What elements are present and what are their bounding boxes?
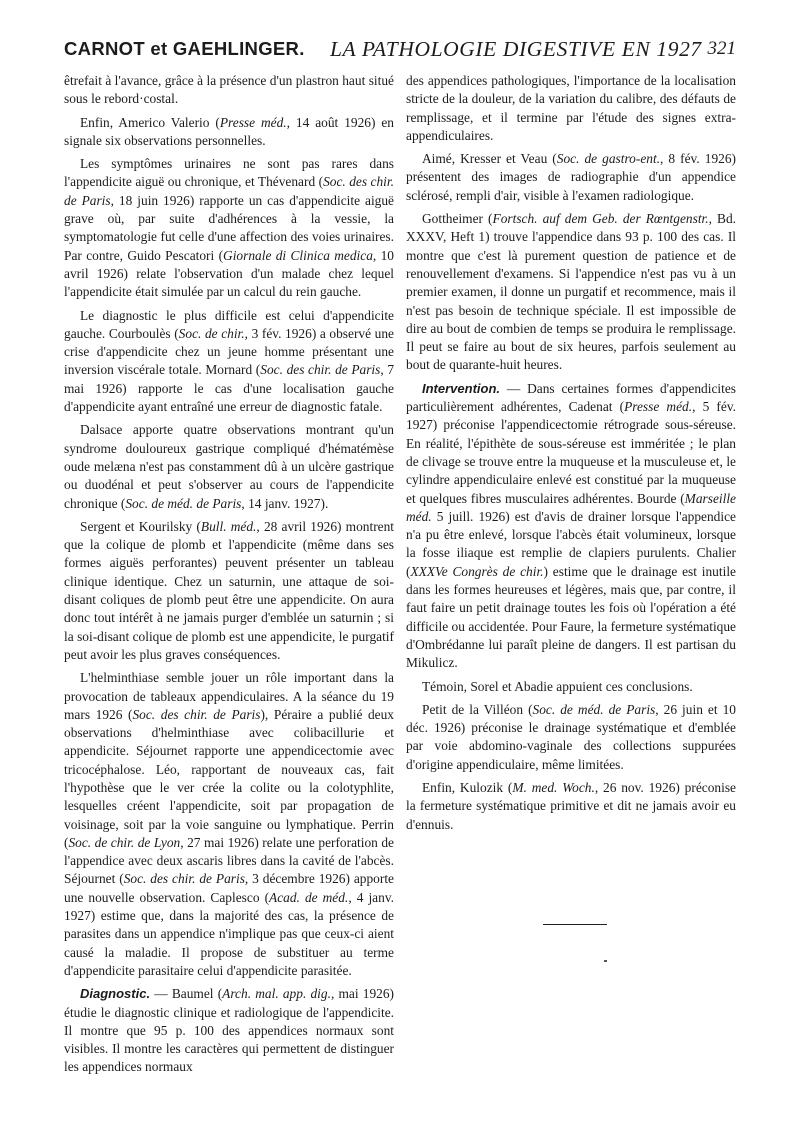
paragraph: Le diagnostic le plus difficile est celui d'appendicite gauche. Courboulès (Soc. de chir., 3 fév. 1926) a observé une crise d'appendicite chez un jeune homme présentant une inversion viscérale totale. Mornard (Soc. des chir. de Paris, 7 mai 1926) rapporte le cas d'une localisation gauche d'appendicite ayant entraîné une erreur de diagnostic fatale. [64, 307, 395, 415]
paragraph: Gottheimer (Fortsch. auf dem Geb. der Rœntgenstr., Bd. XXXV, Heft 1) trouve l'appendice dans 93 p. 100 des cas. Il montre que c'est là purement question de patience et de renouvellement d'examens. Si l'appendice n'est pas vu à un premier examen, il donne un purgatif et recommence, mais il n'est pas besoin de technique spéciale. Il est impossible de dire au bout de combien de temps se produira le remplissage. Il peut se faire au bout de six heures, parfois seulement au bout de quarante-huit heures. [406, 211, 737, 373]
right-column [406, 72, 736, 839]
header-authors: CARNOT et GAEHLINGER. [64, 38, 305, 59]
paragraph: Les symptômes urinaires ne sont pas rares dans l'appendicite aiguë ou chronique, et Thévenard (Soc. des chir. de Paris, 18 juin 1926) rapporte un cas d'appendicite aiguë grave où, par suite d'adhérences à la vessie, la symptomatologie fut celle d'une affection des voies urinaires. Par contre, Guido Pescatori (Giornale di Clinica medica, 10 avril 1926) relate l'observation d'un malade chez lequel l'appendicite était simulée par un calcul du rein gauche. [64, 156, 394, 300]
paragraph: Sergent et Kourilsky (Bull. méd., 28 avril 1926) montrent que la colique de plomb et l'appendicite (même dans ses formes aiguës perforantes) peuvent présenter un tableau clinique identique. Chez un saturnin, une attaque de soi-disant coliques de plomb peut être une appendicite. On aura donc tout intérêt à ne jamais purger d'emblée un saturnin ; si la soi-disant colique de plomb est une appendicite, le purgatif peut avoir les plus graves conséquences. [64, 518, 395, 662]
left-column [64, 72, 394, 1082]
paragraph: Dalsace apporte quatre observations montrant qu'un syndrome douloureux gastrique compliqué d'hématémèse oude melæna n'est pas constamment dû à un ulcère gastrique ou duodénal et peut s'observer au cours de l'appendicite chronique (Soc. de méd. de Paris, 14 janv. 1927). [64, 422, 394, 511]
paragraph: Aimé, Kresser et Veau (Soc. de gastro-ent., 8 fév. 1926) présentent des images de radiographie d'un appendice sclérosé, rempli d'air, visible à l'examen radiologique. [406, 151, 736, 203]
paragraph: Enfin, Kulozik (M. med. Woch., 26 nov. 1926) préconise la fermeture systématique primitive et dit ne jamais avoir eu d'ennuis. [406, 779, 736, 832]
section-heading-intervention: Intervention. [422, 380, 501, 396]
print-speck [604, 960, 607, 962]
page-number: 321 [707, 38, 736, 59]
header-title: LA PATHOLOGIE DIGESTIVE EN 1927 [330, 37, 702, 61]
paragraph: êtrefait à l'avance, grâce à la présence d'un plastron haut situé sous le rebord·costal. [64, 73, 394, 107]
section-heading-diagnostic: Diagnostic. [80, 986, 151, 1002]
paragraph: Témoin, Sorel et Abadie appuient ces conclusions. [422, 678, 693, 694]
paragraph-intervention: Intervention. — Dans certaines formes d'appendicites particulièrement adhérentes, Cadenat (Presse méd., 5 fév. 1927) préconise l'appendicectomie rétrograde sous-séreuse. En réalité, l'épithète de sous-séreuse est imméritée ; le plan de clivage se trouve entre la muqueuse et la musculeuse et, le cylindre appendiculaire enlevé est constitué par la muqueuse et quelques fibres musculaires adhérentes. Bourde (Marseille méd. 5 juill. 1926) est d'avis de drainer lorsque l'appendice n'a pu être enlevé, lorsque l'abcès était volumineux, lorsque la fosse iliaque est remplie de clapiers purulents. Chalier (XXXVe Congrès de chir.) estime que le drainage est inutile dans les formes heureuses et légères, mais que, par contre, il faut faire un petit drainage toutes les fois où l'opération a été difficile ou accidentée. Pour Faure, la fermeture systématique d'Ombrédanne lui paraît pleine de dangers. Il est partisan du Mikulicz. [406, 380, 736, 671]
running-header [64, 38, 736, 72]
section-end-rule [543, 924, 607, 925]
paragraph: des appendices pathologiques, l'importance de la localisation stricte de la douleur, de la variation du calibre, des défauts de remplissage, et il termine par l'étude des signes extra-appendiculaires. [406, 73, 736, 143]
paragraph-diagnostic: Diagnostic. — Baumel (Arch. mal. app. dig., mai 1926) étudie le diagnostic clinique et radiologique de l'appendicite. Il montre que 95 p. 100 des appendices normaux sont visibles. Il montre les caractères qui permettent de distinguer les appendices normaux [64, 986, 394, 1075]
paragraph: Petit de la Villéon (Soc. de méd. de Paris, 26 juin et 10 déc. 1926) préconise le drainage systématique et d'emblée par voie abdomino-vaginale des collections suppurées d'origine appendiculaire, même limitées. [406, 701, 736, 772]
paragraph: L'helminthiase semble jouer un rôle important dans la provocation de tableaux appendiculaires. A la séance du 19 mars 1926 (Soc. des chir. de Paris), Péraire a publié deux observations d'helminthiase avec colibacillurie et appendicite. Séjournet rapporte une appendicectomie avec tricocéphalose. Léo, rapportant de nouveaux cas, fait l'hypothèse que le ver crée la colite ou la colotyphlite, lesquelles créent l'appendicite, soit par propagation de voisinage, soit par la voie sanguine ou lymphatique. Perrin (Soc. de chir. de Lyon, 27 mai 1926) relate une perforation de l'appendice avec deux ascaris libres dans la cavité de l'abcès. Séjournet (Soc. des chir. de Paris, 3 décembre 1926) apporte une nouvelle observation. Caplesco (Acad. de méd., 4 janv. 1927) estime que, dans la majorité des cas, la présence de parasites dans un appendice n'implique pas que ceux-ci aient causé la maladie. Il propose de substituer au terme d'appendicite parasitaire celui d'appendicite parasitée. [64, 670, 395, 978]
paragraph: Enfin, Americo Valerio (Presse méd., 14 août 1926) en signale six observations personnelles. [64, 114, 394, 148]
